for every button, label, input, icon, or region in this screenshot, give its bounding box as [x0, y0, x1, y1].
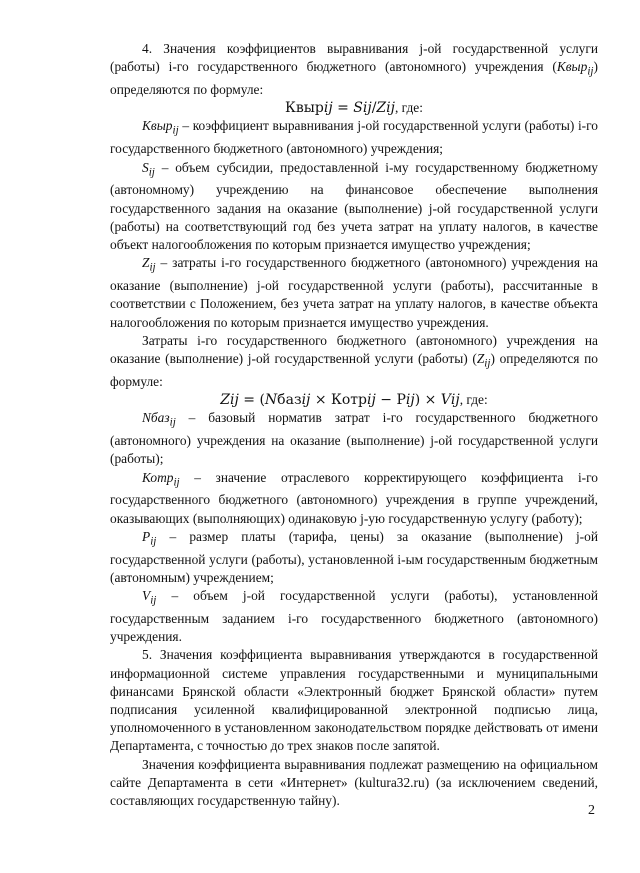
- definition-kotr: Котр$_{ij}$ – значение отраслевого корректирующего коэффициента i-го государственного бюджетного (автономного) учреждения в группе учреждений, оказывающих (выполняющих) одинаковую j-ую государственную услугу (работу);: [110, 469, 598, 526]
- symbol-p: $P_{ij}$: [142, 528, 157, 548]
- definition-p: $P_{ij}$ – размер платы (тарифа, цены) за оказание (выполнение) j-ой государственной услуги (работы), установленной i-ым государственным бюджетным (автономным) учреждением;: [110, 528, 598, 585]
- paragraph-costs: Затраты i-го государственного бюджетного (автономного) учреждения на оказание (выполнение) j-ой государственной услуги (работы) $(Z_{ij})$ определяются по формуле:: [110, 332, 598, 389]
- symbol-z: $Z_{ij}$: [142, 255, 156, 274]
- paragraph-5: 5. Значения коэффициента выравнивания утверждаются в государственной информационной системе управления государственными и муниципальными финансами Брянской области «Электронный бюджет Брянской области» путем подписания усиленной квалифицированной электронной подписью лица, уполномоченного в установленном законодательством порядке действовать от имени Департамента, с точностью до трех знаков после запятой.: [110, 647, 598, 754]
- paragraph-publication: Значения коэффициента выравнивания подлежат размещению на официальном сайте Департамента в сети «Интернет» (kultura32.ru) (за исключением сведений, составляющих государственную тайну).: [110, 756, 598, 808]
- symbol-kvyr: Квыр$_{ij}$: [142, 118, 179, 138]
- page-body: [110, 40, 598, 810]
- symbol-kotr: Котр$_{ij}$: [142, 469, 180, 489]
- symbol-nbaz: Nбаз$_{ij}$: [142, 410, 176, 429]
- definition-kvyr: Квыр$_{ij}$ – коэффициент выравнивания j-ой государственной услуги (работы) i-го государственного бюджетного (автономного) учреждения;: [110, 118, 598, 157]
- formula-z: 𝑍𝑖𝑗 = (𝑁баз𝑖𝑗 × Котр𝑖𝑗 − Р𝑖𝑗) × 𝑉𝑖𝑗, где:: [220, 392, 488, 409]
- symbol-z: $Z_{ij}$: [476, 350, 491, 370]
- definition-z: $Z_{ij}$ – затраты i-го государственного бюджетного (автономного) учреждения на оказание (выполнение) j-ой государственной услуги (работы), рассчитанные в соответствии с Положением, без учета затрат на уплату налогов, в качестве объекта налогообложения по которым признается имущество учреждения.: [110, 255, 598, 330]
- symbol-s: $S_{ij}$: [142, 159, 155, 179]
- symbol-v: $V_{ij}$: [142, 588, 157, 607]
- definition-s: $S_{ij}$ – объем субсидии, предоставленной i-му государственному бюджетному (автономному) учреждению на финансовое обеспечение выполнения государственного задания на оказание (выполнение) j-ой государственной услуги (работы) на соответствующий год без учета затрат на уплату налогов, в качестве объект налогообложения по которым признается имущество учреждения;: [110, 159, 598, 253]
- symbol-kvyr: Квыр$_{ij}$: [556, 59, 594, 78]
- paragraph-4: 4. Значения коэффициентов выравнивания j-ой государственной услуги (работы) i-го государственного бюджетного (автономного) учреждения (Квыр$_{ij}$) определяются по формуле:: [110, 41, 598, 98]
- definition-v: $V_{ij}$ – объем j-ой государственной услуги (работы), установленной государственным заданием i-го государственного бюджетного (автономного) учреждения.: [110, 588, 598, 645]
- formula-kvyr: Квыр𝑖𝑗 = 𝑆𝑖𝑗/𝑍𝑖𝑗, где:: [285, 100, 423, 117]
- page-number: 2: [588, 803, 595, 818]
- definition-nbaz: Nбаз$_{ij}$ – базовый норматив затрат i-го государственного бюджетного (автономного) учреждения на оказание (выполнение) j-ой государственной услуги (работы);: [110, 410, 598, 467]
